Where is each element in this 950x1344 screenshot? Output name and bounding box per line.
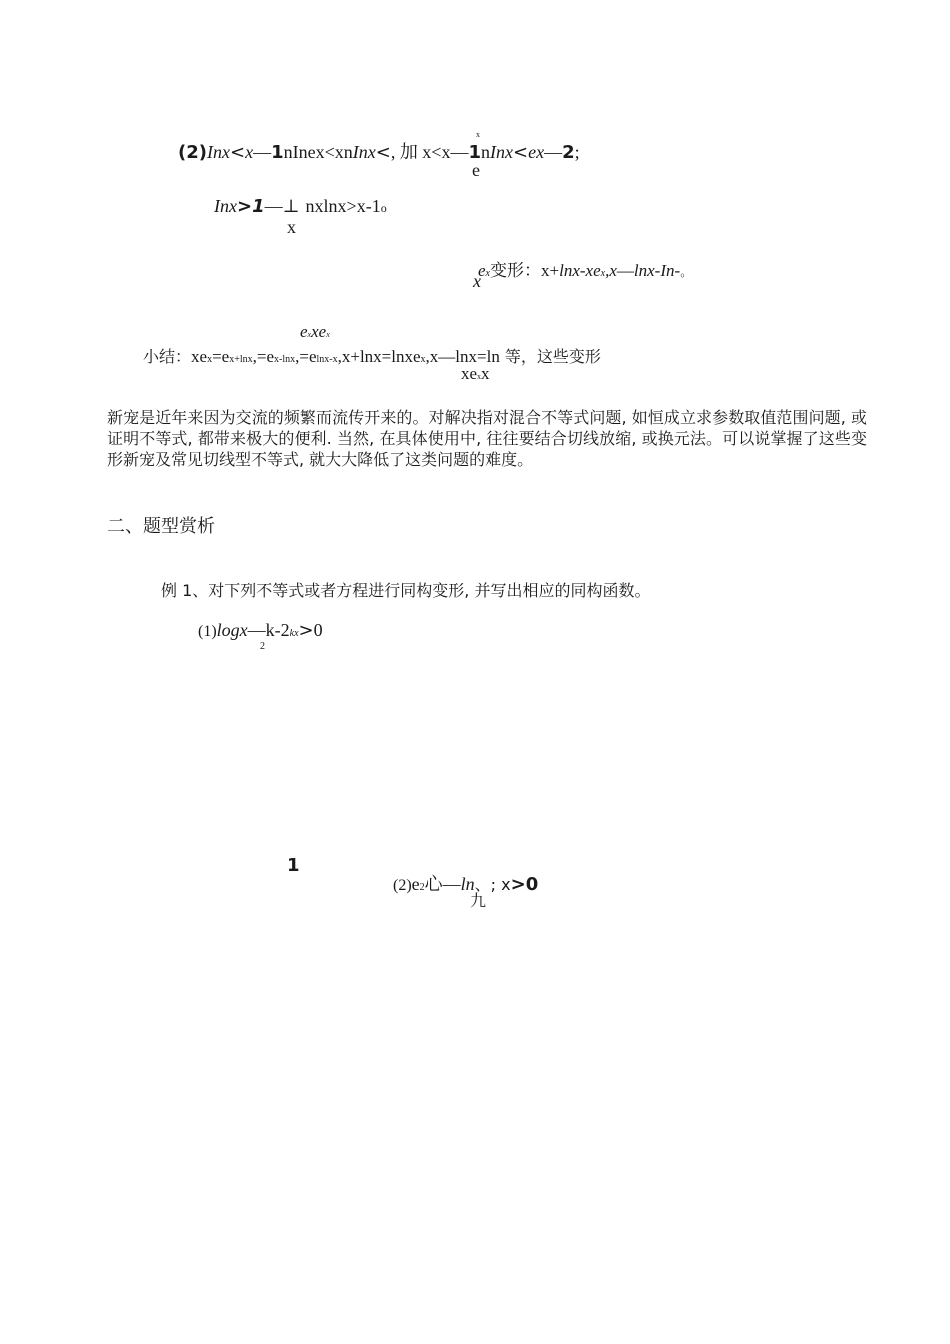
section-heading: 二、题型赏析 [107,516,215,537]
formula-line-3: ex变形：x+lnx-xex,x—lnx-In-。 [478,261,693,280]
line4-above: exxex [300,322,330,341]
part-num: (2) [178,142,207,163]
item2-below: 九 [470,891,487,910]
item1-subscript-2: 2 [260,641,265,652]
item2-top-1: 1 [287,855,300,876]
line1-subscript-e: e [472,160,480,180]
line1-superscript-x: x [476,130,480,139]
formula-line-1 [178,138,580,164]
body-paragraph: 新宠是近年来因为交流的频繁而流传开来的。对解决指对混合不等式问题, 如恒成立求参数取值范围问题, 或证明不等式, 都带来极大的便利. 当然, 在具体使用中, 往往要结合切线放缩, 或换元法。可以说掌握了这些变形新宠及常见切线型不等式, 就大大降低了这类问题的难度。 [107,408,867,469]
formula-line-1-text: (2)Inx<x—1nInex<xnInx<, 加 x<x—1nInx<ex—2; [178,142,580,163]
example1-intro: 例 1、对下列不等式或者方程进行同构变形, 并写出相应的同构函数。 [161,581,651,600]
formula-line-2: Inx>1—⊥ nxlnx>x-1o [214,196,387,217]
formula-line-4: 小结：xex=ex+lnx,=ex-lnx,=elnx-x,x+lnx=lnxex,x—lnx=ln 等，这些变形 [143,347,601,366]
line2-subscript-x: x [287,217,296,237]
line3-subscript-x: x [473,271,481,291]
example1-item2: (2)e2心—ln、; x>0 [393,874,539,895]
line4-below: xexx [461,364,490,383]
example1-item1: (1)logx—k-2kx>0 [198,620,323,641]
